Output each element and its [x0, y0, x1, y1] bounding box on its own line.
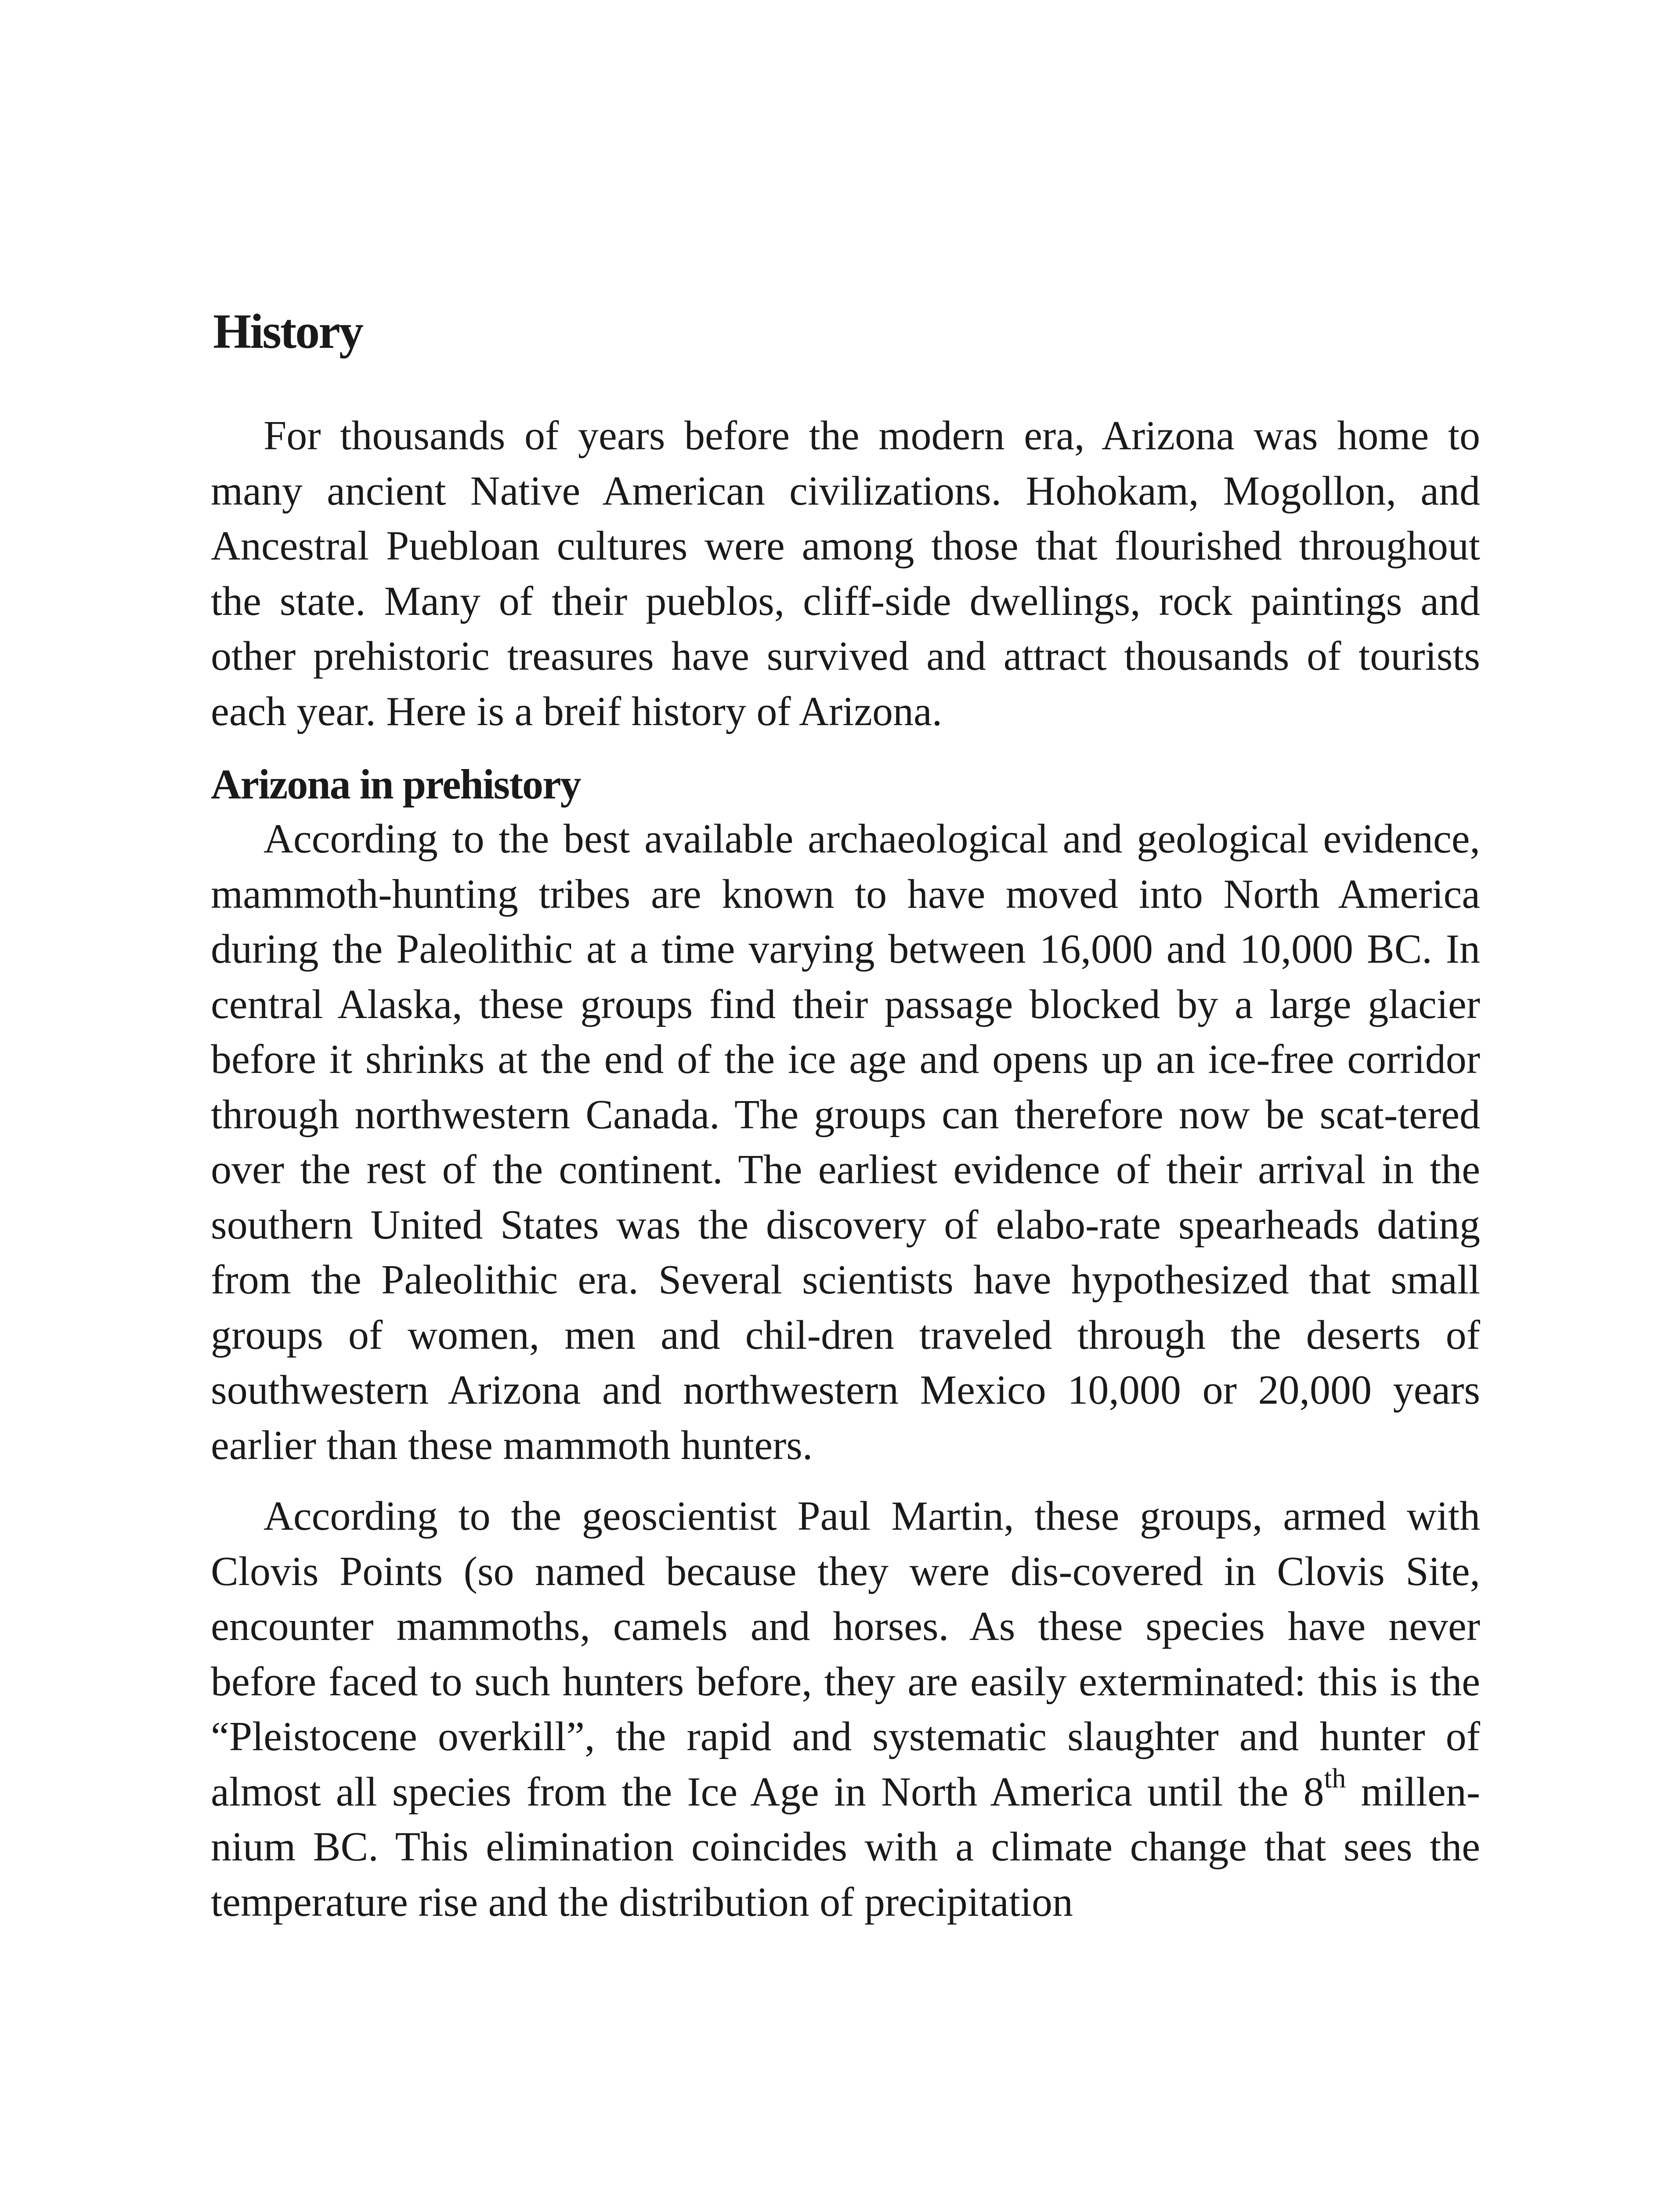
subsection-heading: Arizona in prehistory	[211, 761, 581, 808]
ordinal-suffix: th	[1324, 1763, 1346, 1794]
section-heading: History	[213, 304, 362, 359]
prehistory-paragraph-2	[211, 1489, 1480, 1930]
millennium-number: 8	[1303, 1769, 1324, 1815]
paragraph-2-text-before: According to the geoscientist Paul Martin, these groups, armed with Clovis Points (so named because they were dis-covered in Clovis Site, encounter mammoths, camels and horses. As these species have never before faced to such hunters before, they are easily exterminated: this is the “Pleistocene overkill”, the rapid and systematic slaughter and hunter of almost all species from the Ice Age in North America until the	[211, 1493, 1480, 1815]
prehistory-paragraph-1: According to the best available archaeological and geological evidence, mammoth-hunting tribes are known to have moved into North America during the Paleolithic at a time varying between 16,000 and 10,000 BC. In central Alaska, these groups find their passage blocked by a large glacier before it shrinks at the end of the ice age and opens up an ice-free corridor through northwestern Canada. The groups can therefore now be scat-tered over the rest of the continent. The earliest evidence of their arrival in the southern United States was the discovery of elabo-rate spearheads dating from the Paleolithic era. Several scientists have hypothesized that small groups of women, men and chil-dren traveled through the deserts of southwestern Arizona and northwestern Mexico 10,000 or 20,000 years earlier than these mammoth hunters.	[211, 816, 1480, 1468]
intro-paragraph: For thousands of years before the modern era, Arizona was home to many ancient Native American civilizations. Hohokam, Mogollon, and Ancestral Puebloan cultures were among those that flourished throughout the state. Many of their pueblos, cliff-side dwellings, rock paintings and other prehistoric treasures have survived and attract thousands of tourists each year. Here is a breif history of Arizona.	[211, 413, 1480, 734]
body-text	[211, 408, 1480, 1930]
paragraph-2-text-after: millen-nium BC. This elimination coincides with a climate change that sees the temperature rise and the distribution of precipitation	[211, 1769, 1480, 1925]
